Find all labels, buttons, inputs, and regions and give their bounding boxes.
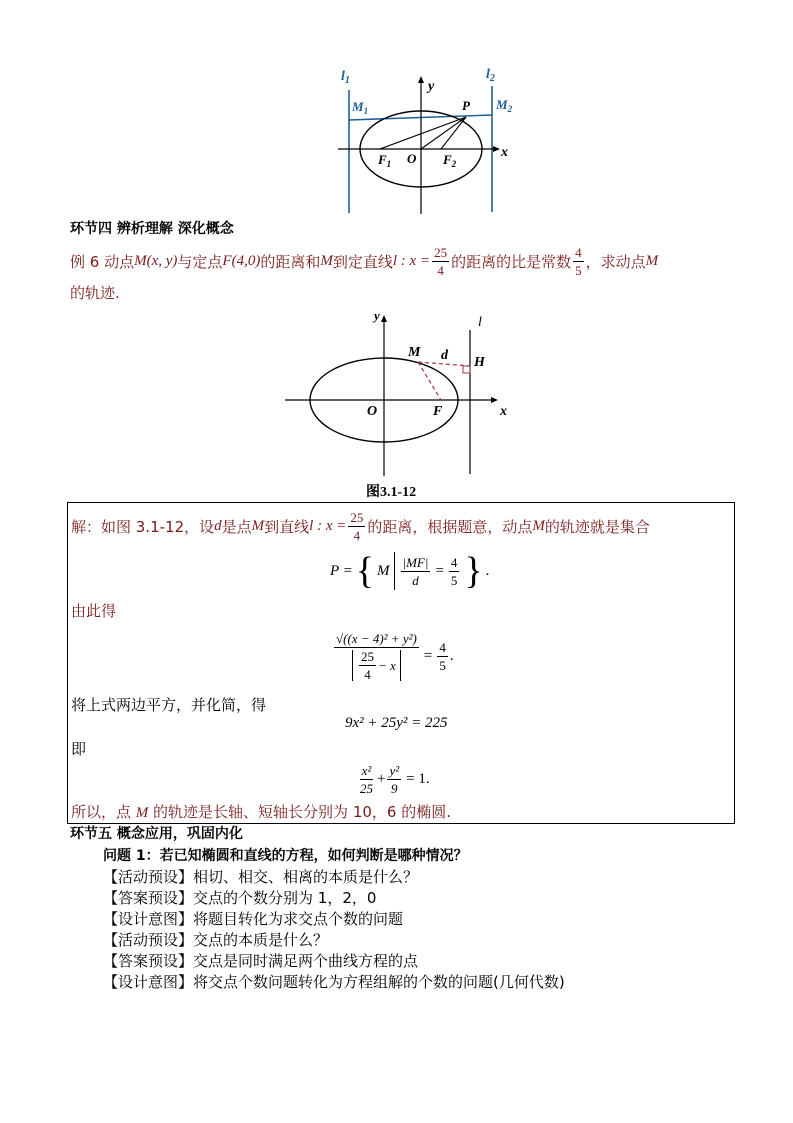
example-line-eq: l : x = xyxy=(392,252,431,269)
ratio-denominator: 5 xyxy=(575,262,582,278)
label-l2: $l_2$ xyxy=(486,67,495,84)
label-m1: $M_1$ xyxy=(352,99,369,116)
label-y: y xyxy=(374,308,380,323)
eq2-period: . xyxy=(449,647,454,664)
conclusion-text-b: 的轨迹是长轴、短轴长分别为 10，6 的椭圆. xyxy=(148,803,451,821)
example-point-m: M(x, y) xyxy=(134,252,178,269)
list-item xyxy=(103,887,565,908)
fraction-numerator: 4 xyxy=(450,554,458,570)
fraction-numerator: |MF| xyxy=(402,554,429,570)
item-tag: 【答案预设】 xyxy=(103,889,194,907)
fraction-denominator: 5 xyxy=(439,657,446,673)
list-item xyxy=(103,971,565,992)
example-6-statement xyxy=(70,240,658,282)
solution-line-1 xyxy=(71,505,650,547)
solution-text-a: 解：如图 3.1-12，设 xyxy=(71,517,215,536)
equals-one: = 1. xyxy=(406,770,430,787)
set-period: . xyxy=(485,562,490,579)
set-fraction-4-5 xyxy=(449,556,460,587)
example-6-line-2: 的轨迹. xyxy=(70,284,120,302)
fraction-denominator: 4 xyxy=(437,262,444,278)
y-axis-arrow xyxy=(381,315,387,322)
ellipse-directrix-figure xyxy=(320,60,520,220)
fraction-numerator: y² xyxy=(389,762,400,778)
solution-text-c: 到直线 xyxy=(264,517,310,536)
example-ratio-4-5 xyxy=(573,246,584,277)
example-prefix: 例 6 动点 xyxy=(70,252,135,271)
ellipse-focus-directrix-figure xyxy=(278,300,518,480)
item-tag: 【设计意图】 xyxy=(103,910,194,928)
equals-sign: = xyxy=(423,647,433,664)
section-5-title: 环节五 概念应用，巩固内化 xyxy=(70,826,243,842)
x-axis-arrow xyxy=(493,146,500,152)
example-text-4: 的距离的比是常数 xyxy=(451,252,572,271)
figure-caption: 图3.1-12 xyxy=(366,485,417,500)
list-item xyxy=(103,908,565,929)
equation-9x2-25y2: 9x² + 25y² = 225 xyxy=(345,715,448,731)
solution-m-2: M xyxy=(532,517,545,534)
distance-fraction xyxy=(334,632,419,681)
fraction-denominator: 9 xyxy=(391,780,398,796)
solution-hence: 由此得 xyxy=(71,602,117,620)
fraction-numerator: 25 xyxy=(361,648,375,664)
design-list xyxy=(103,866,565,992)
solution-m: M xyxy=(251,517,265,534)
example-text-5: ，求动点 xyxy=(585,252,646,271)
right-angle-mark xyxy=(463,366,470,373)
conclusion-text-a: 所以，点 xyxy=(71,803,136,821)
item-text: 相切、相交、相离的本质是什么？ xyxy=(193,868,419,886)
standard-equation xyxy=(356,758,430,800)
fraction-numerator: 4 xyxy=(439,639,446,655)
item-tag: 【答案预设】 xyxy=(103,952,194,970)
example-m: M xyxy=(320,252,333,269)
item-tag: 【设计意图】 xyxy=(103,973,194,991)
conclusion-m: M xyxy=(135,805,149,821)
item-tag: 【活动预设】 xyxy=(103,931,194,949)
example-text-2: 的距离和 xyxy=(260,252,321,271)
label-x: x xyxy=(501,145,508,160)
solution-fraction-25-4 xyxy=(348,511,365,542)
set-fraction-mf-d xyxy=(401,556,431,587)
label-y: y xyxy=(428,79,435,94)
solution-text-e: 的距离，根据题意，动点 xyxy=(367,517,533,536)
item-text: 交点是同时满足两个曲线方程的点 xyxy=(193,952,419,970)
solution-text-b: 是点 xyxy=(221,517,252,536)
label-l1: $l_1$ xyxy=(341,69,350,86)
example-fraction-25-4 xyxy=(432,246,449,277)
set-bar xyxy=(394,552,395,590)
example-m-2: M xyxy=(645,252,659,269)
ratio-4-5 xyxy=(437,641,448,672)
fraction-denominator: 4 xyxy=(353,527,361,543)
minus-x: − x xyxy=(378,657,396,673)
item-text: 将题目转化为求交点个数的问题 xyxy=(193,910,404,928)
fraction-x2-25 xyxy=(358,764,375,795)
ratio-numerator: 4 xyxy=(575,244,582,260)
solution-text-f: 的轨迹就是集合 xyxy=(544,517,650,536)
label-f1: $F_1$ xyxy=(378,152,392,169)
label-p: P xyxy=(462,98,470,113)
segment-mf xyxy=(418,362,441,400)
set-m: M xyxy=(377,562,390,579)
fraction-y2-9 xyxy=(387,764,401,795)
item-tag: 【活动预设】 xyxy=(103,868,194,886)
list-item xyxy=(103,929,565,950)
sqrt-expression: √((x − 4)² + y²) xyxy=(336,630,417,646)
label-f: F xyxy=(433,404,443,419)
question-1: 问题 1：若已知椭圆和直线的方程，如何判断是哪种情况？ xyxy=(103,848,468,864)
segment-p-axis xyxy=(421,117,466,149)
label-o: O xyxy=(407,151,417,166)
example-point-f: F(4,0) xyxy=(222,252,261,269)
example-text-1: 与定点 xyxy=(177,252,223,271)
label-f2: $F_2$ xyxy=(443,152,457,169)
label-x: x xyxy=(500,404,507,419)
left-brace: { xyxy=(355,550,375,592)
y-axis-arrow xyxy=(418,76,424,83)
solution-square-step: 将上式两边平方，并化简，得 xyxy=(71,696,267,714)
fraction-denominator: 5 xyxy=(450,572,458,588)
label-l: l xyxy=(478,315,482,330)
set-equals: = xyxy=(435,562,444,579)
item-text: 将交点个数问题转化为方程组解的个数的问题(几何代数) xyxy=(193,973,565,991)
label-d: d xyxy=(441,348,448,363)
solution-d: d xyxy=(214,517,222,534)
set-definition xyxy=(330,547,489,595)
fraction-denominator: d xyxy=(412,572,419,588)
fraction-numerator: 25 xyxy=(434,244,448,260)
item-text: 交点的个数分别为 1，2，0 xyxy=(193,889,377,907)
section-4-title: 环节四 辨析理解 深化概念 xyxy=(70,221,234,237)
solution-ie: 即 xyxy=(71,740,87,758)
label-h: H xyxy=(474,355,485,370)
list-item xyxy=(103,950,565,971)
x-axis-arrow xyxy=(491,397,498,403)
fraction-denominator: 4 xyxy=(364,666,371,682)
abs-denominator xyxy=(352,650,401,681)
fraction-numerator: 25 xyxy=(350,509,364,525)
fraction-denominator: 25 xyxy=(360,780,373,796)
label-m2: $M_2$ xyxy=(496,97,513,114)
list-item xyxy=(103,866,565,887)
distance-ratio-equation xyxy=(332,620,454,692)
solution-line-eq: l : x = xyxy=(309,517,347,534)
plus-sign: + xyxy=(377,770,386,787)
inner-fraction-25-4 xyxy=(359,650,376,681)
example-text-3: 到定直线 xyxy=(332,252,393,271)
set-p: P = xyxy=(330,562,353,579)
right-brace: } xyxy=(464,550,483,592)
item-text: 交点的本质是什么？ xyxy=(193,931,329,949)
label-m: M xyxy=(408,345,421,360)
fraction-numerator: x² xyxy=(361,762,372,778)
label-o: O xyxy=(367,404,378,419)
solution-conclusion xyxy=(71,801,451,822)
